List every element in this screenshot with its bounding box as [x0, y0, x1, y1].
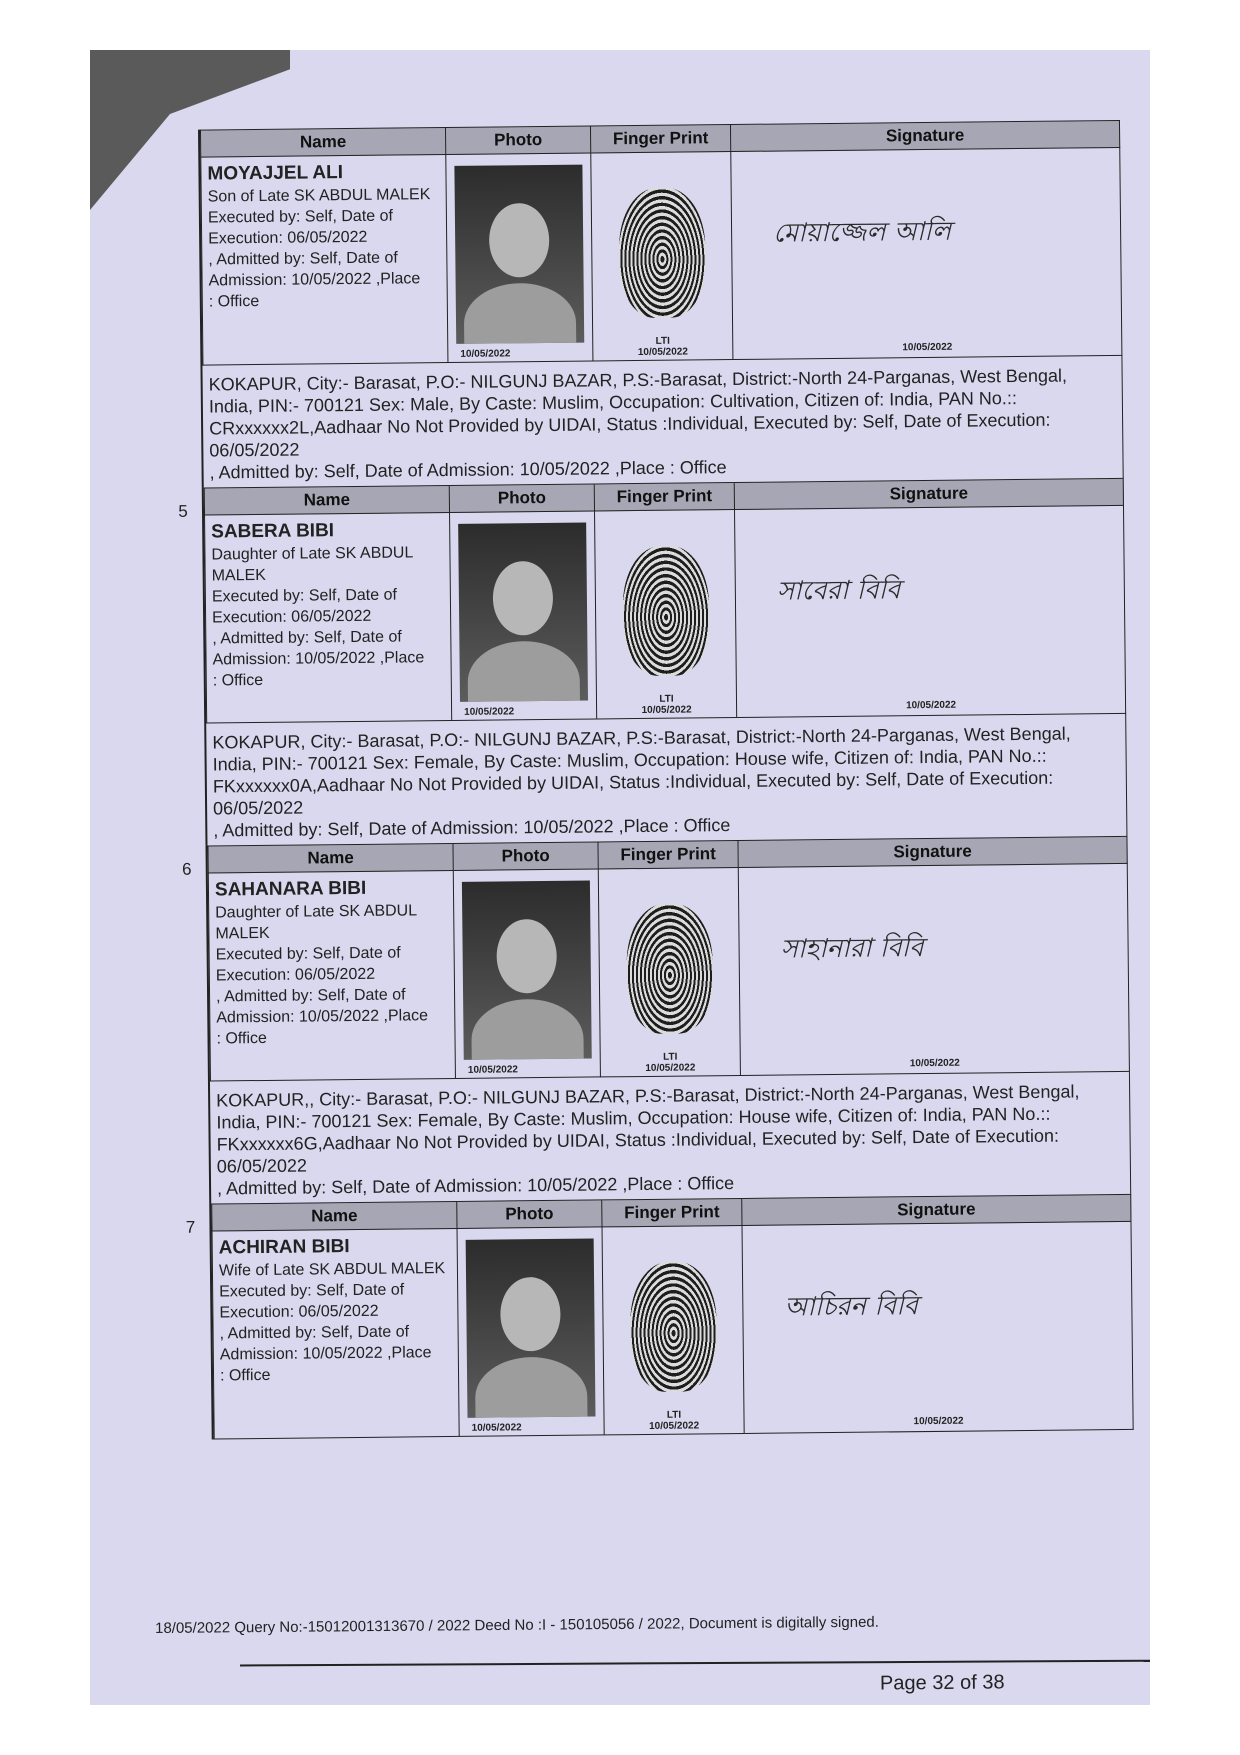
- col-header-finger-print: Finger Print: [594, 483, 734, 511]
- record-number: [160, 130, 202, 488]
- footer-divider: [240, 1660, 1150, 1667]
- signature-date: 10/05/2022: [902, 341, 953, 354]
- executant-photo: [454, 165, 584, 344]
- admitted-text: , Admitted by: Self, Date of Admission: 10/05/2022 ,Place: [212, 628, 425, 669]
- photo-date: 10/05/2022: [464, 706, 515, 718]
- admitted-text: , Admitted by: Self, Date of Admission: 10/05/2022 ,Place: [208, 249, 421, 290]
- col-header-signature: Signature: [738, 836, 1127, 867]
- record-body: [198, 120, 1124, 488]
- col-header-name: Name: [204, 485, 449, 515]
- place-text: : Office: [208, 292, 260, 311]
- record-number: 6: [181, 859, 192, 879]
- col-header-photo: Photo: [445, 126, 590, 155]
- col-header-finger-print: Finger Print: [598, 840, 738, 868]
- fingerprint-date: 10/05/2022: [645, 1062, 696, 1074]
- address-admitted-text: , Admitted by: Self, Date of Admission: 10/05/2022 ,Place : Office: [213, 815, 731, 841]
- address-text: KOKAPUR,, City:- Barasat, P.O:- NILGUNJ BAZAR, P.S:-Barasat, District:-North 24-Parganas, West Bengal, India, PIN:- 700121 Sex: Female, By Caste: Muslim, Occupation: House wife, Citizen of: India, PAN No.:: FKxxxxxx6G,Aadhaar No Not Provided by UIDAI, Status :Individual, Executed by: Self, Date of Execution: 06/05/2022: [216, 1081, 1080, 1177]
- executed-text: Executed by: Self, Date of Execution: 06/05/2022: [219, 1281, 405, 1322]
- fingerprint-cell: [591, 152, 733, 361]
- executed-text: Executed by: Self, Date of Execution: 06/05/2022: [207, 207, 394, 248]
- signature-date: 10/05/2022: [909, 1057, 960, 1070]
- relation-text: Son of Late SK ABDUL MALEK: [207, 186, 431, 206]
- record-body: [205, 836, 1131, 1204]
- executed-text: Executed by: Self, Date of Execution: 06/05/2022: [211, 586, 397, 627]
- address-admitted-text: , Admitted by: Self, Date of Admission: 10/05/2022 ,Place : Office: [209, 457, 727, 483]
- name-cell: [205, 512, 452, 723]
- address-details: [210, 1072, 1131, 1204]
- col-header-signature: Signature: [734, 478, 1123, 509]
- executant-record: [160, 120, 1124, 488]
- fingerprint-cell: [595, 510, 737, 719]
- lti-label: LTI: [663, 1051, 678, 1063]
- col-header-name: Name: [201, 128, 446, 158]
- photo-date: 10/05/2022: [471, 1422, 522, 1434]
- signature-cell: [742, 1221, 1133, 1433]
- lti-label: LTI: [659, 693, 674, 705]
- address-text: KOKAPUR, City:- Barasat, P.O:- NILGUNJ BAZAR, P.S:-Barasat, District:-North 24-Parganas, West Bengal, India, PIN:- 700121 Sex: Male, By Caste: Muslim, Occupation: Cultivation, Citizen of: India, PAN No.:: CRxxxxxx2L,Aadhaar No Not Provided by UIDAI, Status :Individual, Executed by: Self, Date of Execution: 06/05/2022: [208, 365, 1068, 461]
- col-header-name: Name: [212, 1201, 457, 1231]
- executant-photo: [466, 1239, 596, 1418]
- executant-name: SAHANARA BIBI: [214, 877, 367, 901]
- col-header-finger-print: Finger Print: [602, 1198, 742, 1226]
- address-text: KOKAPUR, City:- Barasat, P.O:- NILGUNJ BAZAR, P.S:-Barasat, District:-North 24-Parganas, West Bengal, India, PIN:- 700121 Sex: Female, By Caste: Muslim, Occupation: House wife, Citizen of: India, PAN No.:: FKxxxxxx0A,Aadhaar No Not Provided by UIDAI, Status :Individual, Executed by: Self, Date of Execution: 06/05/2022: [212, 723, 1071, 819]
- fingerprint-cell: [598, 867, 740, 1076]
- place-text: : Office: [219, 1366, 271, 1385]
- lti-label: LTI: [655, 335, 670, 347]
- record-grid: [207, 836, 1129, 1082]
- fingerprint-image: [618, 187, 705, 318]
- fingerprint-date: 10/05/2022: [637, 346, 688, 359]
- photo-cell: [446, 153, 593, 363]
- address-details: [202, 356, 1123, 488]
- signature-image: সাবেরা বিবি: [776, 575, 901, 607]
- executants-table: [160, 120, 1134, 1440]
- col-header-name: Name: [208, 843, 453, 873]
- photo-date: 10/05/2022: [467, 1064, 518, 1076]
- admitted-text: , Admitted by: Self, Date of Admission: 10/05/2022 ,Place: [219, 1323, 432, 1364]
- fingerprint-cell: [602, 1225, 744, 1434]
- name-cell: [212, 1228, 459, 1439]
- relation-text: Wife of Late SK ABDUL MALEK: [218, 1260, 446, 1280]
- signature-image: মোয়াজ্জেল আলি: [772, 216, 952, 249]
- record-number: 5: [178, 501, 188, 521]
- col-header-photo: Photo: [449, 484, 594, 513]
- executant-photo: [458, 523, 588, 702]
- col-header-signature: Signature: [742, 1194, 1131, 1225]
- signature-cell: [738, 863, 1129, 1075]
- page-number: Page 32 of 38: [879, 1671, 1005, 1695]
- fingerprint-caption: [593, 335, 732, 358]
- place-text: : Office: [216, 1029, 267, 1048]
- signature-image: আচিরন বিবি: [784, 1291, 919, 1323]
- name-cell: [208, 870, 455, 1081]
- record-number: 7: [185, 1217, 196, 1237]
- col-header-finger-print: Finger Print: [590, 125, 730, 153]
- signature-cell: [731, 147, 1122, 359]
- signature-date: 10/05/2022: [905, 699, 957, 712]
- address-details: [206, 714, 1127, 846]
- fingerprint-caption: [604, 1409, 743, 1432]
- executant-photo: [462, 881, 592, 1060]
- col-header-photo: Photo: [453, 842, 598, 871]
- photo-cell: [453, 869, 600, 1079]
- fingerprint-date: 10/05/2022: [641, 704, 692, 716]
- fingerprint-date: 10/05/2022: [649, 1420, 700, 1432]
- relation-text: Daughter of Late SK ABDUL MALEK: [215, 902, 417, 943]
- name-cell: [201, 155, 448, 366]
- fingerprint-image: [622, 545, 709, 676]
- document-sheet: [90, 50, 1150, 1705]
- executant-record: [167, 836, 1131, 1204]
- fingerprint-caption: [601, 1051, 740, 1074]
- record-grid: [211, 1194, 1133, 1440]
- photo-cell: [450, 511, 597, 721]
- relation-text: Daughter of Late SK ABDUL MALEK: [211, 544, 413, 585]
- photo-cell: [457, 1227, 604, 1437]
- address-admitted-text: , Admitted by: Self, Date of Admission: 10/05/2022 ,Place : Office: [216, 1173, 735, 1199]
- col-header-photo: Photo: [457, 1200, 602, 1229]
- record-grid: [204, 478, 1126, 724]
- executed-text: Executed by: Self, Date of Execution: 06/05/2022: [215, 944, 401, 985]
- executant-name: MOYAJJEL ALI: [207, 162, 344, 185]
- signature-cell: [735, 505, 1126, 717]
- photo-date: 10/05/2022: [460, 348, 511, 360]
- fingerprint-image: [626, 903, 713, 1034]
- place-text: : Office: [212, 671, 264, 690]
- col-header-signature: Signature: [730, 120, 1119, 151]
- footer-text: 18/05/2022 Query No:-15012001313670 / 2022 Deed No :I - 150105056 / 2022, Document is digitally signed.: [155, 1613, 879, 1637]
- executant-name: SABERA BIBI: [211, 520, 335, 543]
- record-grid: [200, 120, 1122, 366]
- executant-name: ACHIRAN BIBI: [218, 1236, 350, 1259]
- signature-date: 10/05/2022: [913, 1415, 964, 1428]
- executant-record: [164, 478, 1128, 846]
- lti-label: LTI: [666, 1409, 682, 1421]
- executant-record: [171, 1194, 1133, 1440]
- record-body: [202, 478, 1128, 846]
- record-body: [209, 1194, 1133, 1440]
- admitted-text: , Admitted by: Self, Date of Admission: 10/05/2022 ,Place: [215, 986, 429, 1027]
- signature-image: সাহানারা বিবি: [780, 933, 924, 965]
- fingerprint-image: [629, 1261, 716, 1392]
- fingerprint-caption: [597, 693, 736, 716]
